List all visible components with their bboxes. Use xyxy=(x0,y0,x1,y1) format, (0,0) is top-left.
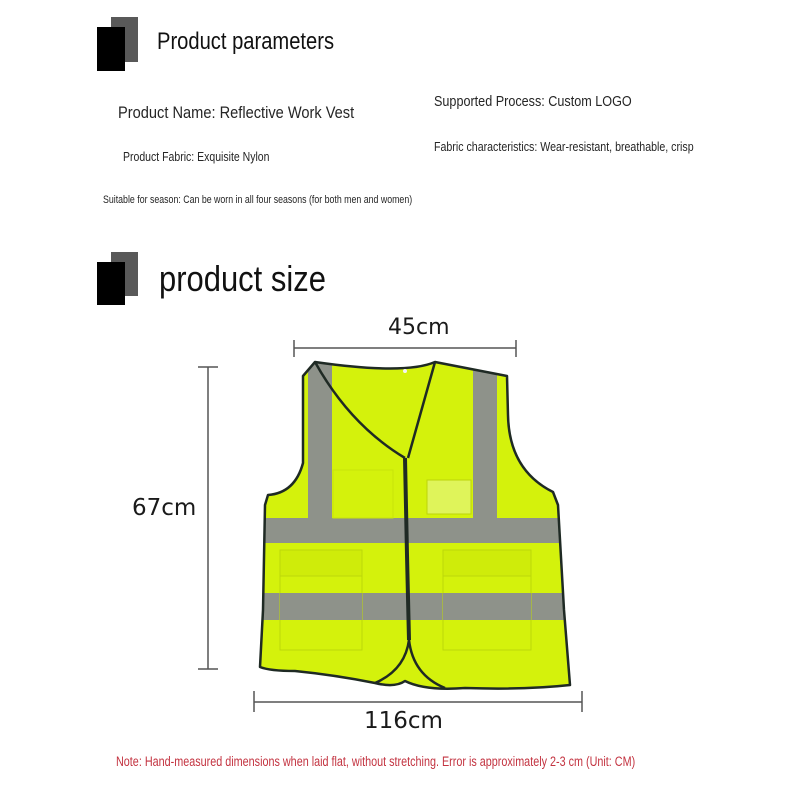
dimension-label-length: 67cm xyxy=(132,495,197,521)
measurement-note: Note: Hand-measured dimensions when laid flat, without stretching. Error is approximately 2-3 cm (Unit: CM) xyxy=(116,754,636,769)
param-product-name: Product Name: Reflective Work Vest xyxy=(118,103,355,122)
reflective-vest-image xyxy=(255,355,575,695)
param-fabric-characteristics: Fabric characteristics: Wear-resistant, breathable, crisp xyxy=(434,140,694,154)
section-title-size: product size xyxy=(159,258,326,299)
param-supported-process: Supported Process: Custom LOGO xyxy=(434,94,632,110)
param-suitable-season: Suitable for season: Can be worn in all four seasons (for both men and women) xyxy=(103,194,413,206)
section-icon xyxy=(97,252,138,305)
dimension-label-width: 45cm xyxy=(388,315,450,340)
dimension-label-chest: 116cm xyxy=(364,708,443,734)
stacked-squares-icon-front xyxy=(97,262,125,305)
section-icon xyxy=(97,17,138,71)
param-product-fabric: Product Fabric: Exquisite Nylon xyxy=(123,150,270,164)
dimension-line-length xyxy=(195,362,223,674)
stacked-squares-icon-front xyxy=(97,27,125,71)
section-title-parameters: Product parameters xyxy=(157,28,335,55)
